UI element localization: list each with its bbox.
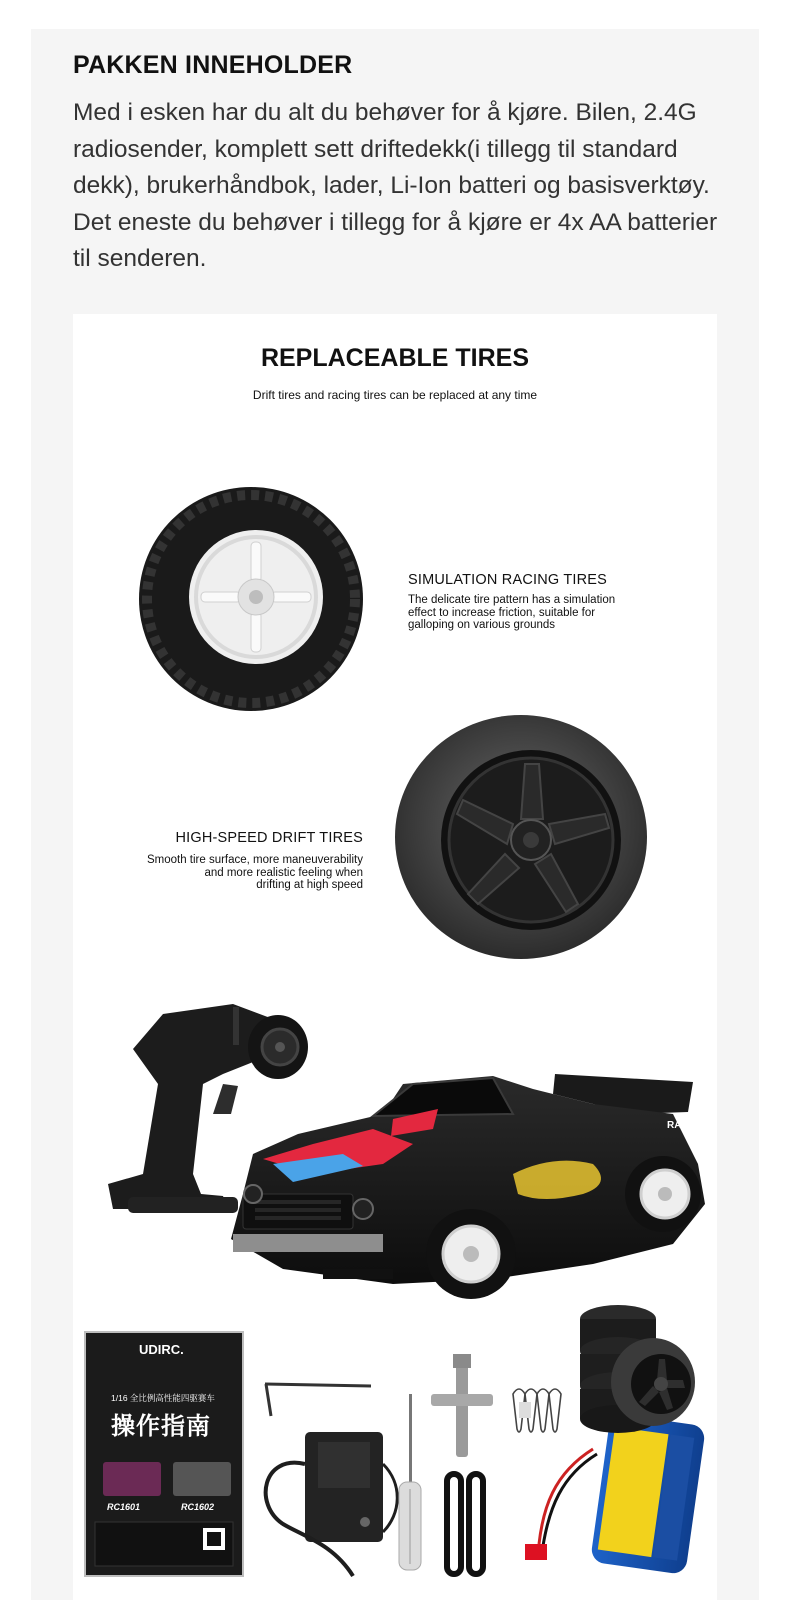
drift-tires-description bbox=[93, 854, 363, 892]
cross-wrench-image bbox=[431, 1354, 493, 1457]
drift-desc-line: drifting at high speed bbox=[256, 879, 363, 891]
package-contents-card bbox=[31, 29, 759, 1600]
drift-tire-image bbox=[395, 715, 647, 959]
drift-tires-heading: HIGH-SPEED DRIFT TIRES bbox=[175, 830, 363, 846]
racing-tires-description bbox=[408, 594, 615, 632]
car-race-decal: RACE bbox=[667, 1120, 696, 1131]
drift-desc-line: and more realistic feeling when bbox=[204, 866, 363, 879]
manual-title: 操作指南 bbox=[111, 1413, 211, 1440]
racing-tires-heading: SIMULATION RACING TIRES bbox=[408, 572, 608, 588]
manual-model-2: RC1602 bbox=[181, 1502, 215, 1512]
manual-model-1: RC1601 bbox=[107, 1502, 141, 1512]
image-title: REPLACEABLE TIRES bbox=[260, 344, 530, 372]
product-image bbox=[73, 314, 717, 1600]
drift-desc-line: Smooth tire surface, more maneuverability bbox=[146, 854, 363, 866]
section-heading: PAKKEN INNEHOLDER bbox=[73, 51, 353, 79]
racing-desc-line: effect to increase friction, suitable for bbox=[408, 606, 596, 619]
drift-tire-stack-image bbox=[580, 1305, 695, 1433]
manual-booklet-image bbox=[85, 1332, 243, 1576]
manual-subtitle: 1/16 全比例高性能四驱赛车 bbox=[111, 1393, 215, 1403]
screwdriver-image bbox=[399, 1394, 421, 1570]
hex-key-image bbox=[265, 1384, 371, 1416]
section-paragraph: Med i esken har du alt du behøver for å kjøre. Bilen, 2.4G radiosender, komplett sett driftedekk(i tillegg til standard dekk), brukerhåndbok, lader, Li-Ion batteri og basisverktøy. Det eneste du behøver i tillegg for å kjøre er 4x AA batterier til senderen. bbox=[73, 99, 718, 272]
racing-desc-line: The delicate tire pattern has a simulation bbox=[408, 594, 616, 606]
image-subtitle: Drift tires and racing tires can be replaced at any time bbox=[252, 388, 538, 402]
links-image bbox=[447, 1474, 483, 1574]
charger-image bbox=[266, 1432, 398, 1576]
racing-desc-line: galloping on various grounds bbox=[408, 619, 556, 631]
rc-car-image bbox=[231, 1074, 705, 1299]
racing-tire-image bbox=[139, 487, 363, 711]
manual-brand: UDIRC. bbox=[139, 1342, 184, 1357]
